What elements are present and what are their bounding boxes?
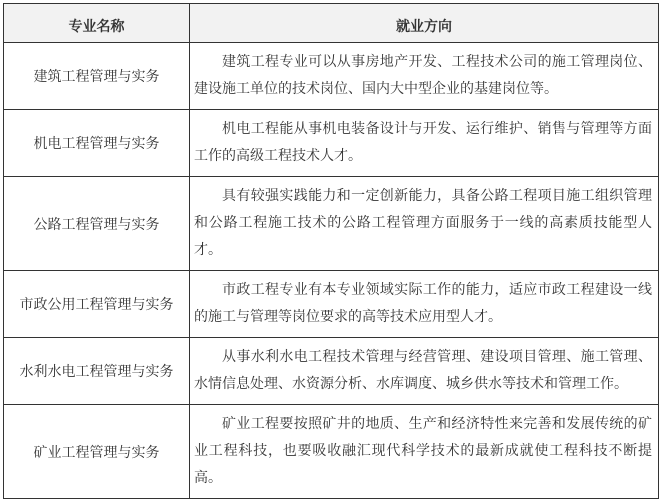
major-name: 矿业工程管理与实务	[4, 405, 190, 499]
career-direction: 建筑工程专业可以从事房地产开发、工程技术公司的施工管理岗位、建设施工单位的技术岗位、国内大中型企业的基建岗位等。	[190, 43, 659, 110]
career-direction: 具有较强实践能力和一定创新能力，具备公路工程项目施工组织管理和公路工程施工技术的公路工程管理方面服务于一线的高素质技能型人才。	[190, 177, 659, 271]
header-major-name: 专业名称	[4, 4, 190, 43]
table-row	[4, 110, 659, 177]
table-row	[4, 405, 659, 499]
major-name: 机电工程管理与实务	[4, 110, 190, 177]
header-career-direction: 就业方向	[190, 4, 659, 43]
table-row	[4, 177, 659, 271]
career-table	[3, 3, 659, 499]
table-row	[4, 43, 659, 110]
major-name: 水利水电工程管理与实务	[4, 338, 190, 405]
table-row	[4, 271, 659, 338]
career-direction: 市政工程专业有本专业领域实际工作的能力，适应市政工程建设一线的施工与管理等岗位要求的高等技术应用型人才。	[190, 271, 659, 338]
table-header-row	[4, 4, 659, 43]
major-name: 建筑工程管理与实务	[4, 43, 190, 110]
major-name: 公路工程管理与实务	[4, 177, 190, 271]
major-name: 市政公用工程管理与实务	[4, 271, 190, 338]
career-direction: 从事水利水电工程技术管理与经营管理、建设项目管理、施工管理、水情信息处理、水资源分析、水库调度、城乡供水等技术和管理工作。	[190, 338, 659, 405]
table-row	[4, 338, 659, 405]
career-direction: 机电工程能从事机电装备设计与开发、运行维护、销售与管理等方面工作的高级工程技术人才。	[190, 110, 659, 177]
career-direction: 矿业工程要按照矿井的地质、生产和经济特性来完善和发展传统的矿业工程科技，也要吸收融汇现代科学技术的最新成就使工程科技不断提高。	[190, 405, 659, 499]
